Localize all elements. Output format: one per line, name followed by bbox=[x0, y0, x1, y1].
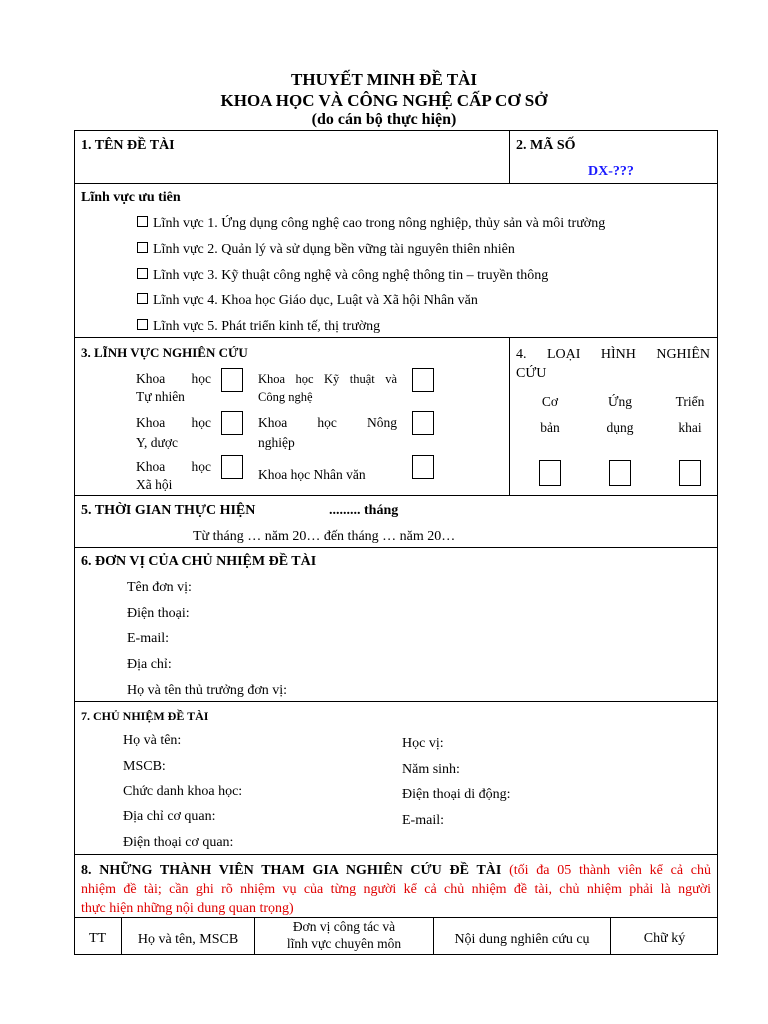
type-applied bbox=[590, 389, 650, 441]
leader-title-field[interactable]: Chức danh khoa học: bbox=[123, 784, 243, 799]
unit-label: 6. ĐƠN VỊ CỦA CHỦ NHIỆM ĐỀ TÀI bbox=[81, 554, 317, 569]
field-label: Khoa học bbox=[136, 459, 211, 474]
type-development bbox=[660, 389, 720, 441]
field-label: nghiệp bbox=[258, 435, 295, 450]
field-natural-science bbox=[136, 370, 211, 406]
field-medical-checkbox[interactable] bbox=[221, 411, 243, 435]
checkbox-icon[interactable] bbox=[137, 242, 148, 253]
research-type-label bbox=[516, 345, 710, 383]
unit-address-field[interactable]: Địa chỉ: bbox=[127, 657, 172, 672]
field-label: Khoa học bbox=[136, 415, 211, 430]
field-label: Khoa học Nông bbox=[258, 415, 397, 430]
doc-title-2: KHOA HỌC VÀ CÔNG NGHỆ CẤP CƠ SỞ bbox=[220, 91, 548, 110]
checkbox-icon[interactable] bbox=[137, 268, 148, 279]
col-content: Nội dung nghiên cứu cụ bbox=[454, 932, 590, 947]
checkbox-icon[interactable] bbox=[137, 293, 148, 304]
leader-mobile-field[interactable]: Điện thoại di động: bbox=[402, 787, 511, 802]
col-unit-line: Đơn vị công tác và bbox=[292, 919, 396, 934]
members-note: thực hiện những nội dung quan trọng) bbox=[81, 901, 294, 916]
leader-email-field[interactable]: E-mail: bbox=[402, 813, 444, 828]
topic-name-label: 1. TÊN ĐỀ TÀI bbox=[81, 138, 175, 153]
priority-item-label: Lĩnh vực 2. Quản lý và sử dụng bền vững tài nguyên thiên nhiên bbox=[153, 242, 515, 257]
leader-label: 7. CHỦ NHIỆM ĐỀ TÀI bbox=[81, 709, 209, 723]
unit-email-field[interactable]: E-mail: bbox=[127, 631, 169, 646]
research-field-label: 3. LĨNH VỰC NGHIÊN CỨU bbox=[81, 345, 248, 360]
type-label: Triển bbox=[675, 394, 705, 409]
code-value[interactable]: DX-??? bbox=[588, 164, 634, 179]
field-label: Khoa học bbox=[136, 371, 211, 386]
col-no: TT bbox=[88, 931, 107, 946]
divider bbox=[509, 337, 510, 496]
unit-head-field[interactable]: Họ và tên thủ trưởng đơn vị: bbox=[127, 683, 288, 698]
code-label: 2. MÃ SỐ bbox=[516, 138, 576, 153]
field-natural-science-checkbox[interactable] bbox=[221, 368, 243, 392]
section-7-row bbox=[74, 701, 718, 855]
duration-months[interactable]: ......... tháng bbox=[329, 503, 399, 518]
priority-areas-box bbox=[74, 183, 718, 338]
priority-item-1[interactable] bbox=[137, 216, 605, 232]
priority-item-label: Lĩnh vực 3. Kỹ thuật công nghệ và công nghệ thông tin – truyền thông bbox=[153, 268, 549, 283]
priority-item-2[interactable] bbox=[137, 242, 515, 258]
field-agriculture-checkbox[interactable] bbox=[412, 411, 434, 435]
type-applied-checkbox[interactable] bbox=[609, 460, 631, 486]
label-line: CỨU bbox=[516, 366, 547, 381]
priority-item-label: Lĩnh vực 1. Ứng dụng công nghệ cao trong nông nghiệp, thủy sản và môi trường bbox=[153, 216, 606, 231]
members-heading bbox=[81, 861, 711, 918]
priority-title: Lĩnh vực ưu tiên bbox=[81, 190, 181, 205]
priority-item-label: Lĩnh vực 5. Phát triển kinh tế, thị trường bbox=[153, 319, 381, 334]
type-label: dụng bbox=[606, 420, 634, 435]
leader-name-field[interactable]: Họ và tên: bbox=[123, 733, 182, 748]
field-label: Tự nhiên bbox=[136, 389, 185, 404]
leader-birth-year-field[interactable]: Năm sinh: bbox=[402, 762, 460, 777]
type-label: Ứng bbox=[608, 394, 632, 409]
col-name: Họ và tên, MSCB bbox=[137, 932, 239, 947]
field-social-science bbox=[136, 458, 211, 494]
field-humanities: Khoa học Nhân văn bbox=[258, 467, 366, 482]
field-medical bbox=[136, 413, 211, 453]
field-engineering-checkbox[interactable] bbox=[412, 368, 434, 392]
field-label: Xã hội bbox=[136, 477, 173, 492]
doc-title-1: THUYẾT MINH ĐỀ TÀI bbox=[291, 70, 477, 89]
field-label: Khoa học Kỹ thuật và bbox=[258, 372, 397, 386]
type-basic-checkbox[interactable] bbox=[539, 460, 561, 486]
priority-item-3[interactable] bbox=[137, 268, 548, 284]
field-label: Y, dược bbox=[136, 435, 178, 450]
members-note: nhiệm đề tài; cần ghi rõ nhiệm vụ của từng người kể cả chủ nhiệm đề tài, chủ nhiệm phải là người bbox=[81, 882, 711, 897]
divider bbox=[509, 130, 510, 184]
type-development-checkbox[interactable] bbox=[679, 460, 701, 486]
members-note: (tối đa 05 thành viên kể cả chủ bbox=[509, 863, 712, 878]
leader-degree-field[interactable]: Học vị: bbox=[402, 736, 444, 751]
duration-range[interactable]: Từ tháng … năm 20… đến tháng … năm 20… bbox=[193, 529, 456, 544]
duration-label: 5. THỜI GIAN THỰC HIỆN bbox=[81, 503, 256, 518]
checkbox-icon[interactable] bbox=[137, 216, 148, 227]
members-label: 8. NHỮNG THÀNH VIÊN THAM GIA NGHIÊN CỨU ĐỀ TÀI bbox=[81, 863, 502, 878]
leader-office-address-field[interactable]: Địa chỉ cơ quan: bbox=[123, 809, 216, 824]
priority-item-label: Lĩnh vực 4. Khoa học Giáo dục, Luật và Xã hội Nhân văn bbox=[153, 293, 478, 308]
leader-id-field[interactable]: MSCB: bbox=[123, 759, 166, 774]
unit-name-field[interactable]: Tên đơn vị: bbox=[127, 580, 192, 595]
col-unit bbox=[255, 918, 433, 952]
field-humanities-checkbox[interactable] bbox=[412, 455, 434, 479]
field-label: Công nghệ bbox=[258, 390, 313, 404]
doc-title-3: (do cán bộ thực hiện) bbox=[311, 111, 457, 128]
field-agriculture bbox=[258, 413, 397, 453]
type-basic bbox=[520, 389, 580, 441]
priority-item-4[interactable] bbox=[137, 293, 478, 309]
field-social-science-checkbox[interactable] bbox=[221, 455, 243, 479]
unit-phone-field[interactable]: Điện thoại: bbox=[127, 606, 190, 621]
type-label: Cơ bbox=[541, 394, 559, 409]
col-unit-line: lĩnh vực chuyên môn bbox=[286, 936, 402, 951]
field-engineering bbox=[258, 370, 397, 406]
priority-item-5[interactable] bbox=[137, 319, 380, 335]
label-line: 4. LOẠI HÌNH NGHIÊN bbox=[516, 347, 710, 362]
type-label: bản bbox=[540, 420, 560, 435]
col-signature: Chữ ký bbox=[643, 931, 686, 946]
section-6-row bbox=[74, 547, 718, 702]
type-label: khai bbox=[678, 420, 702, 435]
leader-office-phone-field[interactable]: Điện thoại cơ quan: bbox=[123, 835, 234, 850]
checkbox-icon[interactable] bbox=[137, 319, 148, 330]
